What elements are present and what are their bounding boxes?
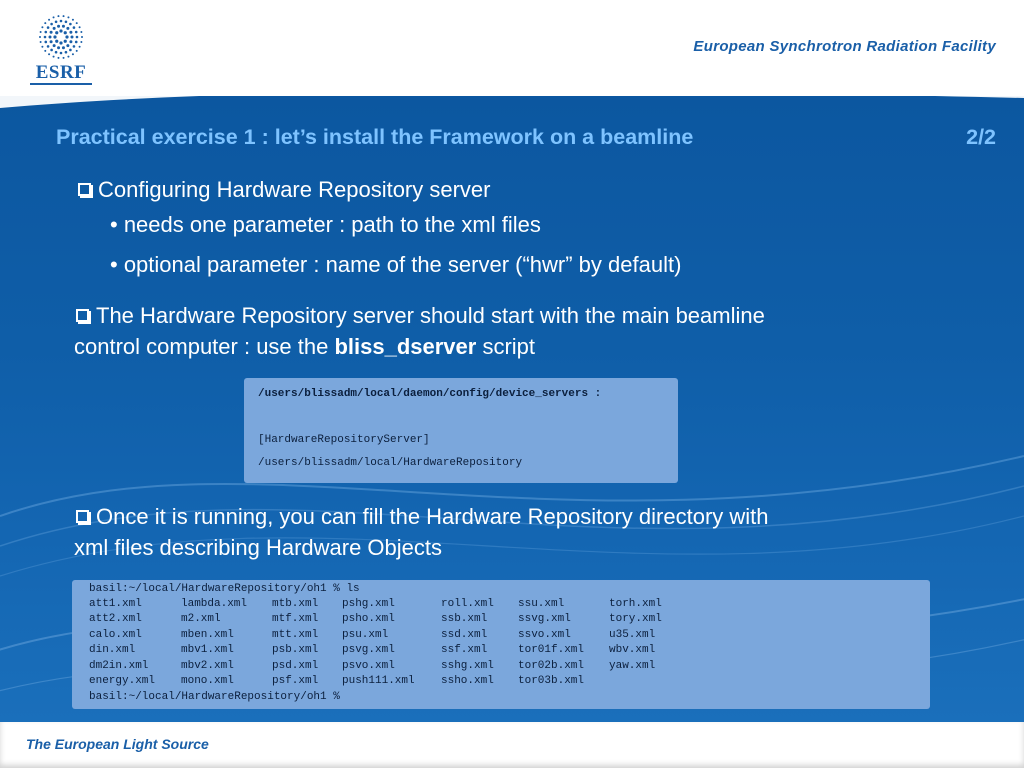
file-entry: sshg.xml <box>441 659 494 672</box>
shell-prompt-ls: basil:~/local/HardwareRepository/oh1 % ls <box>89 583 360 595</box>
page-number: 2/2 <box>966 125 996 149</box>
logo-underline <box>30 83 92 85</box>
bullet-fill-directory-line2: xml files describing Hardware Objects <box>74 535 443 560</box>
file-entry: psb.xml <box>272 644 319 657</box>
logo-text: ESRF <box>35 62 87 83</box>
file-entry: tor02b.xml <box>518 659 585 672</box>
file-entry: ssu.xml <box>518 598 565 610</box>
file-entry: mbv2.xml <box>181 659 234 672</box>
file-entry: calo.xml <box>89 628 142 641</box>
checkbox-bullet-icon <box>76 510 89 523</box>
file-entry: ssb.xml <box>441 613 488 626</box>
slide-title: Practical exercise 1 : let’s install the Framework on a beamline <box>56 125 694 149</box>
file-entry: ssho.xml <box>441 675 494 687</box>
file-entry: u35.xml <box>609 628 656 641</box>
sub-bullet-parameter: • needs one parameter : path to the xml files <box>110 212 541 237</box>
file-entry: psvg.xml <box>342 644 395 657</box>
bliss-dserver-keyword: bliss_dserver <box>334 334 477 359</box>
shell-prompt-end: basil:~/local/HardwareRepository/oh1 % <box>89 691 340 703</box>
file-entry: psho.xml <box>342 613 395 626</box>
file-entry: mtb.xml <box>272 598 319 610</box>
listing-code-box <box>72 580 930 709</box>
config-value: /users/blissadm/local/HardwareRepository <box>258 457 523 469</box>
file-entry: ssd.xml <box>441 628 488 641</box>
file-entry: ssvg.xml <box>518 613 571 626</box>
file-entry: yaw.xml <box>609 659 656 672</box>
file-entry: psvo.xml <box>342 659 395 672</box>
bullet-start-server: The Hardware Repository server should start with the main beamline <box>76 300 765 331</box>
file-entry: mbv1.xml <box>181 644 234 657</box>
file-entry: mtt.xml <box>272 628 319 641</box>
file-entry: ssvo.xml <box>518 628 571 641</box>
file-entry: m2.xml <box>181 613 221 626</box>
checkbox-bullet-icon <box>78 183 91 196</box>
config-path: /users/blissadm/local/daemon/config/device_servers : <box>258 388 602 400</box>
footer <box>0 722 1024 768</box>
file-entry: wbv.xml <box>609 644 656 657</box>
sunburst-icon <box>28 14 94 64</box>
checkbox-bullet-icon <box>76 309 89 322</box>
file-entry: mben.xml <box>181 628 234 641</box>
slide-body <box>0 96 1024 722</box>
file-entry: mtf.xml <box>272 613 319 626</box>
file-entry: dm2in.xml <box>89 659 149 672</box>
file-entry: pshg.xml <box>342 598 395 610</box>
sub-bullet-optional: • optional parameter : name of the server (“hwr” by default) <box>110 252 682 277</box>
bullet-start-server-line2: control computer : use the bliss_dserver script <box>74 334 536 359</box>
file-entry: push111.xml <box>342 675 415 687</box>
bullet-configuring: Configuring Hardware Repository server <box>78 174 491 205</box>
file-entry: att2.xml <box>89 613 142 626</box>
file-entry: mono.xml <box>181 675 234 687</box>
file-entry: tory.xml <box>609 613 662 626</box>
file-entry: tor03b.xml <box>518 675 585 687</box>
file-entry: att1.xml <box>89 598 142 610</box>
footer-tagline: The European Light Source <box>26 736 209 752</box>
file-entry: ssf.xml <box>441 644 488 657</box>
file-entry: roll.xml <box>441 598 494 610</box>
file-entry: tor01f.xml <box>518 644 585 657</box>
file-entry: din.xml <box>89 644 136 657</box>
config-code-box <box>244 378 678 483</box>
bullet-fill-directory: Once it is running, you can fill the Hardware Repository directory with <box>76 501 769 532</box>
file-entry: psf.xml <box>272 675 319 687</box>
organization-name: European Synchrotron Radiation Facility <box>693 38 996 55</box>
file-entry: energy.xml <box>89 675 156 687</box>
header <box>0 0 1024 110</box>
esrf-logo <box>28 14 94 86</box>
file-entry: psu.xml <box>342 628 389 641</box>
file-entry: psd.xml <box>272 659 319 672</box>
file-entry: torh.xml <box>609 598 662 610</box>
file-entry: lambda.xml <box>181 598 248 610</box>
config-section: [HardwareRepositoryServer] <box>258 434 430 446</box>
